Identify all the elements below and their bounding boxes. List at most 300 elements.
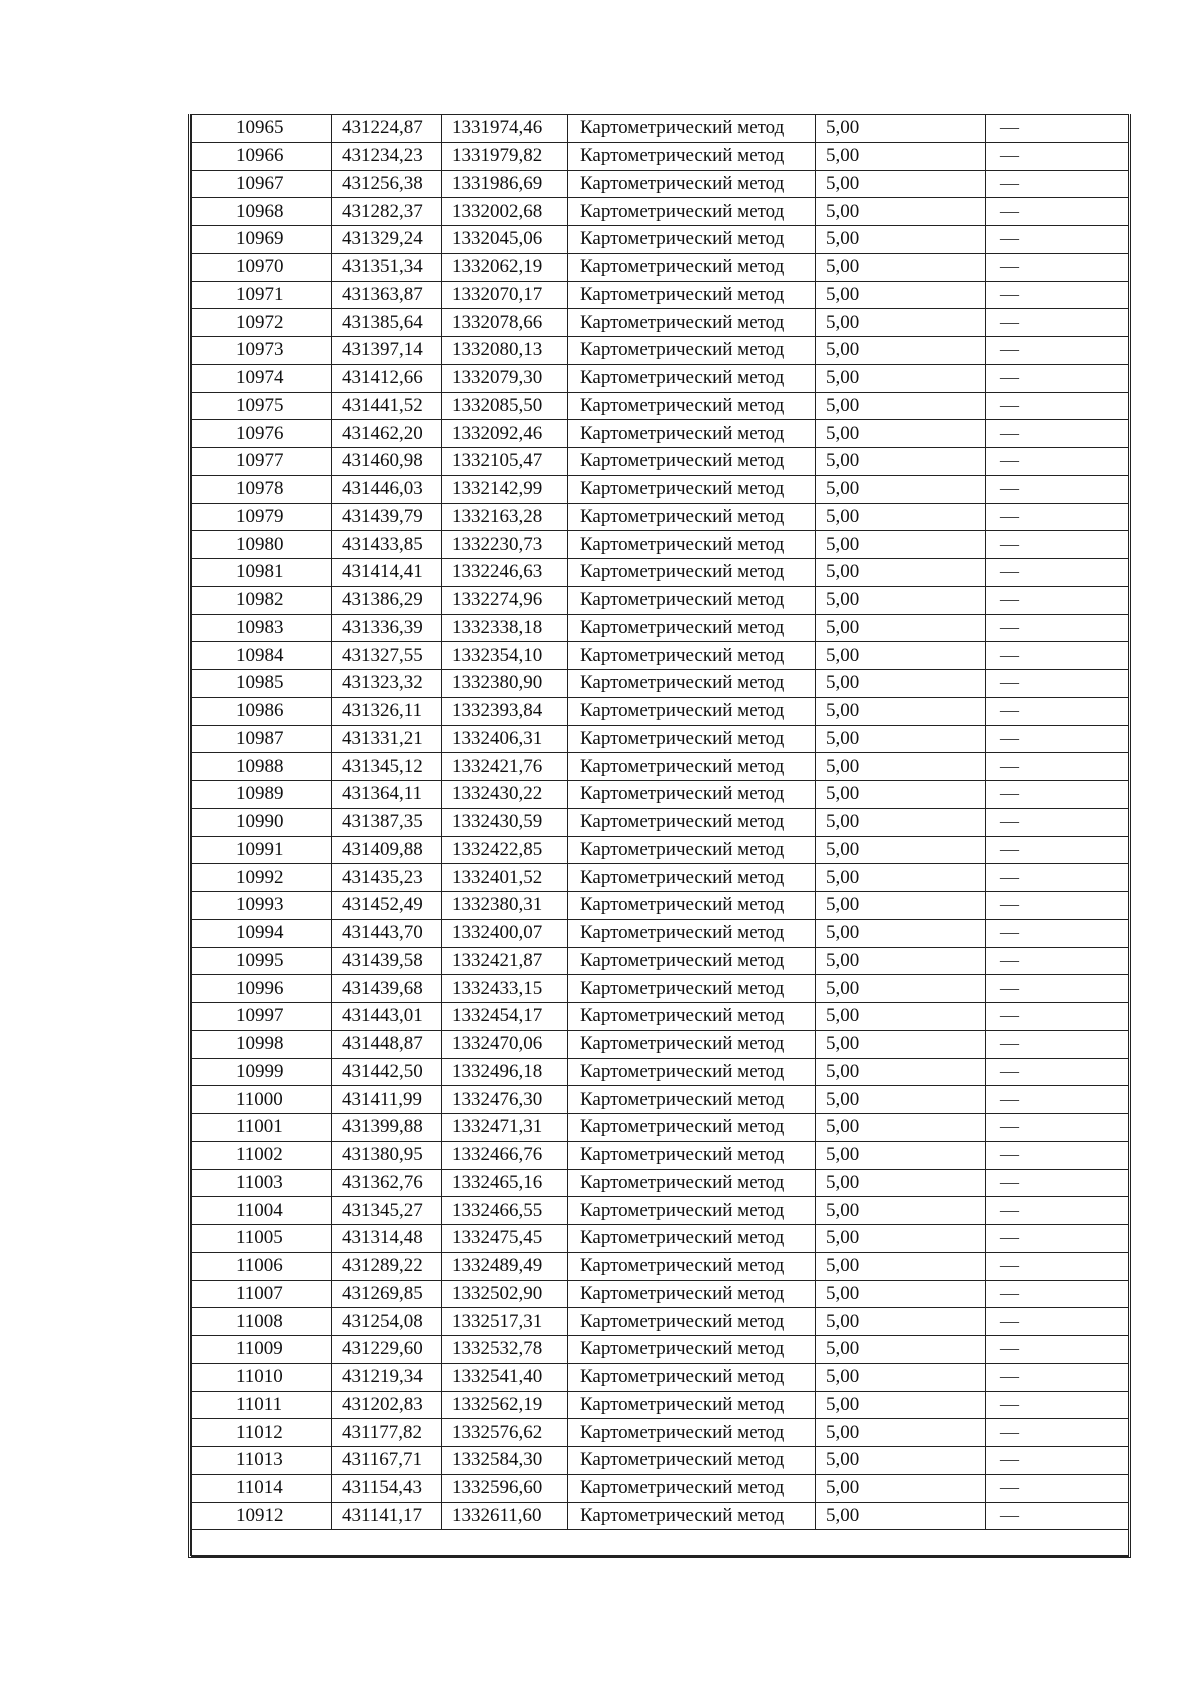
accuracy-cell: 5,00 [816,1363,986,1391]
x-coordinate-cell: 431224,87 [332,115,442,143]
x-coordinate-cell: 431380,95 [332,1141,442,1169]
x-coordinate-cell: 431345,12 [332,753,442,781]
method-cell: Картометрический метод [568,1197,816,1225]
accuracy-cell: 5,00 [816,1502,986,1530]
x-coordinate-cell: 431256,38 [332,170,442,198]
accuracy-cell: 5,00 [816,781,986,809]
method-cell: Картометрический метод [568,448,816,476]
x-coordinate-cell: 431433,85 [332,531,442,559]
x-coordinate-cell: 431439,68 [332,975,442,1003]
method-cell: Картометрический метод [568,1336,816,1364]
description-cell: — [986,753,1129,781]
x-coordinate-cell: 431326,11 [332,697,442,725]
table-row [192,753,1129,781]
description-cell: — [986,115,1129,143]
table-row [192,1114,1129,1142]
y-coordinate-cell: 1332562,19 [442,1391,568,1419]
description-cell: — [986,1502,1129,1530]
description-cell: — [986,947,1129,975]
x-coordinate-cell: 431364,11 [332,781,442,809]
point-number-cell: 10979 [192,503,332,531]
table-row [192,503,1129,531]
description-cell: — [986,1058,1129,1086]
x-coordinate-cell: 431452,49 [332,892,442,920]
table-row [192,253,1129,281]
table-row [192,975,1129,1003]
description-cell: — [986,1003,1129,1031]
table-row [192,1058,1129,1086]
table-row [192,586,1129,614]
accuracy-cell: 5,00 [816,1058,986,1086]
y-coordinate-cell: 1332002,68 [442,198,568,226]
method-cell: Картометрический метод [568,1447,816,1475]
point-number-cell: 10991 [192,836,332,864]
description-cell: — [986,281,1129,309]
method-cell: Картометрический метод [568,670,816,698]
table-row [192,531,1129,559]
description-cell: — [986,1419,1129,1447]
point-number-cell: 10997 [192,1003,332,1031]
y-coordinate-cell: 1332541,40 [442,1363,568,1391]
y-coordinate-cell: 1332430,22 [442,781,568,809]
method-cell: Картометрический метод [568,420,816,448]
y-coordinate-cell: 1332062,19 [442,253,568,281]
accuracy-cell: 5,00 [816,1141,986,1169]
method-cell: Картометрический метод [568,1086,816,1114]
point-number-cell: 10977 [192,448,332,476]
description-cell: — [986,864,1129,892]
table-row [192,115,1129,143]
description-cell: — [986,836,1129,864]
accuracy-cell: 5,00 [816,1114,986,1142]
y-coordinate-cell: 1332406,31 [442,725,568,753]
method-cell: Картометрический метод [568,531,816,559]
description-cell: — [986,1336,1129,1364]
point-number-cell: 11012 [192,1419,332,1447]
description-cell: — [986,1308,1129,1336]
empty-cell [192,1530,1129,1557]
x-coordinate-cell: 431435,23 [332,864,442,892]
accuracy-cell: 5,00 [816,559,986,587]
y-coordinate-cell: 1332596,60 [442,1474,568,1502]
description-cell: — [986,642,1129,670]
x-coordinate-cell: 431446,03 [332,475,442,503]
table-row [192,1308,1129,1336]
description-cell: — [986,919,1129,947]
x-coordinate-cell: 431387,35 [332,808,442,836]
x-coordinate-cell: 431448,87 [332,1030,442,1058]
accuracy-cell: 5,00 [816,115,986,143]
x-coordinate-cell: 431336,39 [332,614,442,642]
description-cell: — [986,725,1129,753]
method-cell: Картометрический метод [568,975,816,1003]
y-coordinate-cell: 1332470,06 [442,1030,568,1058]
table-row [192,226,1129,254]
point-number-cell: 11001 [192,1114,332,1142]
point-number-cell: 10982 [192,586,332,614]
method-cell: Картометрический метод [568,309,816,337]
y-coordinate-cell: 1332045,06 [442,226,568,254]
description-cell: — [986,226,1129,254]
point-number-cell: 10965 [192,115,332,143]
method-cell: Картометрический метод [568,364,816,392]
x-coordinate-cell: 431462,20 [332,420,442,448]
point-number-cell: 10992 [192,864,332,892]
table-row [192,1197,1129,1225]
accuracy-cell: 5,00 [816,975,986,1003]
table-row [192,1141,1129,1169]
accuracy-cell: 5,00 [816,392,986,420]
point-number-cell: 10970 [192,253,332,281]
point-number-cell: 11003 [192,1169,332,1197]
description-cell: — [986,142,1129,170]
method-cell: Картометрический метод [568,226,816,254]
accuracy-cell: 5,00 [816,337,986,365]
point-number-cell: 10966 [192,142,332,170]
method-cell: Картометрический метод [568,559,816,587]
method-cell: Картометрический метод [568,892,816,920]
description-cell: — [986,392,1129,420]
table-row [192,448,1129,476]
accuracy-cell: 5,00 [816,864,986,892]
x-coordinate-cell: 431443,01 [332,1003,442,1031]
table-row [192,1336,1129,1364]
x-coordinate-cell: 431229,60 [332,1336,442,1364]
description-cell: — [986,1086,1129,1114]
x-coordinate-cell: 431254,08 [332,1308,442,1336]
y-coordinate-cell: 1332246,63 [442,559,568,587]
method-cell: Картометрический метод [568,170,816,198]
y-coordinate-cell: 1332079,30 [442,364,568,392]
accuracy-cell: 5,00 [816,919,986,947]
accuracy-cell: 5,00 [816,1030,986,1058]
point-number-cell: 11008 [192,1308,332,1336]
method-cell: Картометрический метод [568,1363,816,1391]
table-row [192,1003,1129,1031]
description-cell: — [986,198,1129,226]
point-number-cell: 10996 [192,975,332,1003]
y-coordinate-cell: 1332421,76 [442,753,568,781]
x-coordinate-cell: 431412,66 [332,364,442,392]
x-coordinate-cell: 431314,48 [332,1225,442,1253]
y-coordinate-cell: 1332230,73 [442,531,568,559]
description-cell: — [986,1252,1129,1280]
point-number-cell: 11011 [192,1391,332,1419]
description-cell: — [986,503,1129,531]
method-cell: Картометрический метод [568,836,816,864]
table-row [192,1086,1129,1114]
description-cell: — [986,1363,1129,1391]
y-coordinate-cell: 1332532,78 [442,1336,568,1364]
x-coordinate-cell: 431443,70 [332,919,442,947]
y-coordinate-cell: 1332070,17 [442,281,568,309]
y-coordinate-cell: 1332401,52 [442,864,568,892]
x-coordinate-cell: 431442,50 [332,1058,442,1086]
y-coordinate-cell: 1332466,76 [442,1141,568,1169]
accuracy-cell: 5,00 [816,1252,986,1280]
point-number-cell: 11004 [192,1197,332,1225]
description-cell: — [986,1114,1129,1142]
accuracy-cell: 5,00 [816,503,986,531]
accuracy-cell: 5,00 [816,892,986,920]
method-cell: Картометрический метод [568,808,816,836]
table-row [192,1502,1129,1530]
x-coordinate-cell: 431234,23 [332,142,442,170]
table-row [192,559,1129,587]
accuracy-cell: 5,00 [816,475,986,503]
y-coordinate-cell: 1332078,66 [442,309,568,337]
description-cell: — [986,1225,1129,1253]
accuracy-cell: 5,00 [816,1169,986,1197]
point-number-cell: 11009 [192,1336,332,1364]
x-coordinate-cell: 431177,82 [332,1419,442,1447]
accuracy-cell: 5,00 [816,1419,986,1447]
point-number-cell: 10974 [192,364,332,392]
table-row [192,142,1129,170]
x-coordinate-cell: 431282,37 [332,198,442,226]
method-cell: Картометрический метод [568,614,816,642]
point-number-cell: 10968 [192,198,332,226]
point-number-cell: 10981 [192,559,332,587]
description-cell: — [986,448,1129,476]
method-cell: Картометрический метод [568,947,816,975]
coordinates-table [191,114,1129,1557]
description-cell: — [986,892,1129,920]
accuracy-cell: 5,00 [816,753,986,781]
y-coordinate-cell: 1332517,31 [442,1308,568,1336]
accuracy-cell: 5,00 [816,586,986,614]
accuracy-cell: 5,00 [816,697,986,725]
y-coordinate-cell: 1332466,55 [442,1197,568,1225]
x-coordinate-cell: 431323,32 [332,670,442,698]
point-number-cell: 10973 [192,337,332,365]
y-coordinate-cell: 1332433,15 [442,975,568,1003]
accuracy-cell: 5,00 [816,614,986,642]
table-row [192,281,1129,309]
y-coordinate-cell: 1332471,31 [442,1114,568,1142]
description-cell: — [986,1141,1129,1169]
point-number-cell: 11014 [192,1474,332,1502]
description-cell: — [986,1030,1129,1058]
description-cell: — [986,975,1129,1003]
method-cell: Картометрический метод [568,1058,816,1086]
point-number-cell: 10980 [192,531,332,559]
method-cell: Картометрический метод [568,1030,816,1058]
accuracy-cell: 5,00 [816,170,986,198]
point-number-cell: 10912 [192,1502,332,1530]
point-number-cell: 10975 [192,392,332,420]
method-cell: Картометрический метод [568,1308,816,1336]
method-cell: Картометрический метод [568,142,816,170]
table-row [192,1169,1129,1197]
method-cell: Картометрический метод [568,253,816,281]
x-coordinate-cell: 431385,64 [332,309,442,337]
table-row [192,836,1129,864]
point-number-cell: 11007 [192,1280,332,1308]
table-row [192,919,1129,947]
accuracy-cell: 5,00 [816,1086,986,1114]
method-cell: Картометрический метод [568,1474,816,1502]
y-coordinate-cell: 1332274,96 [442,586,568,614]
accuracy-cell: 5,00 [816,947,986,975]
method-cell: Картометрический метод [568,781,816,809]
method-cell: Картометрический метод [568,1169,816,1197]
x-coordinate-cell: 431362,76 [332,1169,442,1197]
point-number-cell: 11010 [192,1363,332,1391]
description-cell: — [986,364,1129,392]
method-cell: Картометрический метод [568,919,816,947]
point-number-cell: 10990 [192,808,332,836]
point-number-cell: 10986 [192,697,332,725]
x-coordinate-cell: 431363,87 [332,281,442,309]
accuracy-cell: 5,00 [816,1280,986,1308]
x-coordinate-cell: 431409,88 [332,836,442,864]
method-cell: Картометрический метод [568,115,816,143]
accuracy-cell: 5,00 [816,725,986,753]
point-number-cell: 10978 [192,475,332,503]
y-coordinate-cell: 1332489,49 [442,1252,568,1280]
description-cell: — [986,1391,1129,1419]
y-coordinate-cell: 1332475,45 [442,1225,568,1253]
method-cell: Картометрический метод [568,503,816,531]
x-coordinate-cell: 431154,43 [332,1474,442,1502]
accuracy-cell: 5,00 [816,448,986,476]
description-cell: — [986,475,1129,503]
y-coordinate-cell: 1331974,46 [442,115,568,143]
x-coordinate-cell: 431345,27 [332,1197,442,1225]
point-number-cell: 10971 [192,281,332,309]
table-row [192,1225,1129,1253]
table-row [192,475,1129,503]
y-coordinate-cell: 1332465,16 [442,1169,568,1197]
table-row [192,614,1129,642]
y-coordinate-cell: 1332338,18 [442,614,568,642]
method-cell: Картометрический метод [568,1391,816,1419]
description-cell: — [986,337,1129,365]
method-cell: Картометрический метод [568,1502,816,1530]
description-cell: — [986,1169,1129,1197]
point-number-cell: 11006 [192,1252,332,1280]
y-coordinate-cell: 1332380,90 [442,670,568,698]
point-number-cell: 11002 [192,1141,332,1169]
table-row [192,892,1129,920]
table-row [192,198,1129,226]
description-cell: — [986,1197,1129,1225]
accuracy-cell: 5,00 [816,226,986,254]
point-number-cell: 10967 [192,170,332,198]
y-coordinate-cell: 1332163,28 [442,503,568,531]
y-coordinate-cell: 1332454,17 [442,1003,568,1031]
table-row [192,725,1129,753]
description-cell: — [986,781,1129,809]
y-coordinate-cell: 1332354,10 [442,642,568,670]
point-number-cell: 11005 [192,1225,332,1253]
description-cell: — [986,697,1129,725]
x-coordinate-cell: 431439,58 [332,947,442,975]
x-coordinate-cell: 431460,98 [332,448,442,476]
description-cell: — [986,170,1129,198]
table-row [192,808,1129,836]
point-number-cell: 10994 [192,919,332,947]
x-coordinate-cell: 431414,41 [332,559,442,587]
method-cell: Картометрический метод [568,642,816,670]
point-number-cell: 10999 [192,1058,332,1086]
method-cell: Картометрический метод [568,1114,816,1142]
method-cell: Картометрический метод [568,697,816,725]
description-cell: — [986,808,1129,836]
method-cell: Картометрический метод [568,1225,816,1253]
x-coordinate-cell: 431219,34 [332,1363,442,1391]
y-coordinate-cell: 1332085,50 [442,392,568,420]
table-row [192,364,1129,392]
table-row [192,781,1129,809]
x-coordinate-cell: 431351,34 [332,253,442,281]
accuracy-cell: 5,00 [816,1003,986,1031]
method-cell: Картометрический метод [568,392,816,420]
accuracy-cell: 5,00 [816,364,986,392]
point-number-cell: 10987 [192,725,332,753]
y-coordinate-cell: 1332611,60 [442,1502,568,1530]
method-cell: Картометрический метод [568,1252,816,1280]
description-cell: — [986,1280,1129,1308]
table-row [192,642,1129,670]
description-cell: — [986,670,1129,698]
y-coordinate-cell: 1332142,99 [442,475,568,503]
y-coordinate-cell: 1332584,30 [442,1447,568,1475]
point-number-cell: 10972 [192,309,332,337]
accuracy-cell: 5,00 [816,1197,986,1225]
y-coordinate-cell: 1332496,18 [442,1058,568,1086]
method-cell: Картометрический метод [568,725,816,753]
y-coordinate-cell: 1332400,07 [442,919,568,947]
table-row [192,1363,1129,1391]
table-row [192,309,1129,337]
y-coordinate-cell: 1332476,30 [442,1086,568,1114]
accuracy-cell: 5,00 [816,670,986,698]
method-cell: Картометрический метод [568,1003,816,1031]
accuracy-cell: 5,00 [816,281,986,309]
table-row [192,337,1129,365]
accuracy-cell: 5,00 [816,1308,986,1336]
description-cell: — [986,1447,1129,1475]
accuracy-cell: 5,00 [816,198,986,226]
point-number-cell: 10984 [192,642,332,670]
empty-table-row [192,1530,1129,1557]
point-number-cell: 10976 [192,420,332,448]
description-cell: — [986,1474,1129,1502]
point-number-cell: 10985 [192,670,332,698]
point-number-cell: 10989 [192,781,332,809]
x-coordinate-cell: 431386,29 [332,586,442,614]
description-cell: — [986,309,1129,337]
point-number-cell: 10995 [192,947,332,975]
y-coordinate-cell: 1332092,46 [442,420,568,448]
accuracy-cell: 5,00 [816,1225,986,1253]
description-cell: — [986,531,1129,559]
table-row [192,670,1129,698]
description-cell: — [986,420,1129,448]
table-row [192,697,1129,725]
point-number-cell: 10969 [192,226,332,254]
table-row [192,1474,1129,1502]
table-row [192,1391,1129,1419]
method-cell: Картометрический метод [568,1141,816,1169]
y-coordinate-cell: 1332430,59 [442,808,568,836]
y-coordinate-cell: 1332421,87 [442,947,568,975]
method-cell: Картометрический метод [568,281,816,309]
table-row [192,392,1129,420]
accuracy-cell: 5,00 [816,531,986,559]
